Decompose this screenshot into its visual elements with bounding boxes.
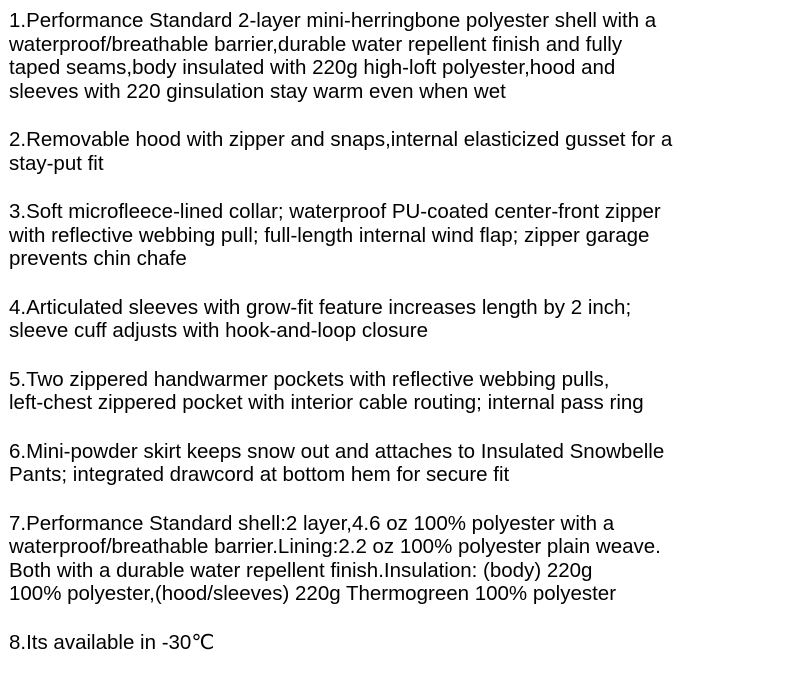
text-line: stay-put fit [9, 151, 104, 175]
feature-paragraph-3 [9, 200, 799, 271]
feature-paragraph-2 [9, 128, 799, 175]
feature-paragraph-7 [9, 512, 799, 606]
text-line: 6.Mini-powder skirt keeps snow out and attaches to Insulated Snowbelle [9, 439, 665, 463]
text-line: 1.Performance Standard 2-layer mini-herringbone polyester shell with a [9, 9, 657, 32]
text-line: waterproof/breathable barrier,durable water repellent finish and fully [9, 32, 623, 56]
text-line: Pants; integrated drawcord at bottom hem for secure fit [9, 463, 510, 486]
text-line: 2.Removable hood with zipper and snaps,internal elasticized gusset for a [9, 128, 673, 151]
feature-paragraph-6 [9, 440, 799, 487]
product-feature-list [9, 9, 799, 679]
text-line: Both with a durable water repellent finish.Insulation: (body) 220g [9, 558, 593, 582]
feature-paragraph-4 [9, 296, 799, 343]
text-line: with reflective webbing pull; full-length internal wind flap; zipper garage [9, 223, 650, 247]
text-line: sleeves with 220 ginsulation stay warm even when wet [9, 79, 506, 103]
text-line: 3.Soft microfleece-lined collar; waterproof PU-coated center-front zipper [9, 200, 661, 223]
text-line: waterproof/breathable barrier.Lining:2.2 oz 100% polyester plain weave. [9, 535, 661, 558]
text-line: 7.Performance Standard shell:2 layer,4.6 oz 100% polyester with a [9, 511, 615, 535]
text-line: 5.Two zippered handwarmer pockets with reflective webbing pulls, [9, 367, 610, 391]
text-line: prevents chin chafe [9, 247, 187, 270]
text-line: sleeve cuff adjusts with hook-and-loop closure [9, 319, 428, 342]
feature-paragraph-1 [9, 9, 799, 103]
feature-paragraph-8 [9, 631, 799, 655]
text-line: left-chest zippered pocket with interior cable routing; internal pass ring [9, 391, 644, 414]
text-line: 8.Its available in -30℃ [9, 630, 215, 654]
feature-paragraph-5 [9, 368, 799, 415]
text-line: 4.Articulated sleeves with grow-fit feature increases length by 2 inch; [9, 295, 632, 319]
text-line: taped seams,body insulated with 220g high-loft polyester,hood and [9, 56, 616, 79]
text-line: 100% polyester,(hood/sleeves) 220g Thermogreen 100% polyester [9, 582, 617, 605]
